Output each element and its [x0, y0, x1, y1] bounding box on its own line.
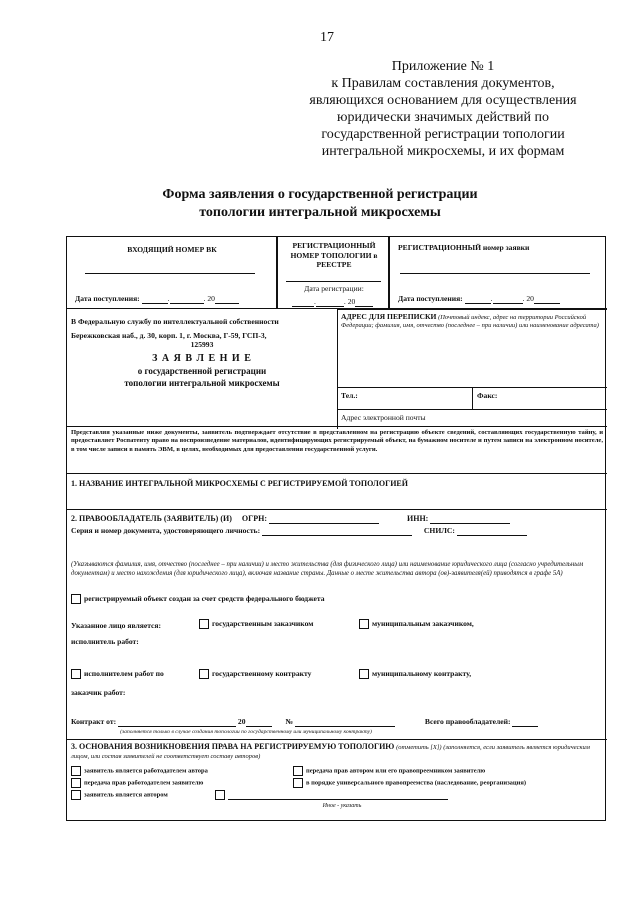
recipient-line2: Бережковская наб., д. 30, корп. 1, г. Москва, Г-59, ГСП-3,: [71, 330, 267, 340]
receipt-date[interactable]: Дата поступления: . . 20: [75, 294, 275, 304]
fax-label: Факс:: [477, 391, 498, 400]
receipt-date-label: Дата поступления:: [398, 294, 463, 303]
state-customer-option[interactable]: [199, 619, 313, 629]
year-prefix: 20: [237, 717, 246, 726]
appendix-line: к Правилам составления документов,: [331, 76, 555, 91]
ogrn-label: ОГРН:: [241, 514, 267, 523]
section2-header-row: [71, 514, 603, 524]
section3-note: (отметить [X]) (заполняется, если заявитель является юридическим лицом, или состав заявителей не соответствует составу авторов): [71, 744, 590, 761]
phone-label: Тел.:: [341, 391, 358, 400]
application-line2: топологии интегральной микросхемы: [124, 377, 280, 388]
application-word: З А Я В Л Е Н И Е: [152, 352, 252, 364]
incoming-number-label: ВХОДЯЩИЙ НОМЕР ВК: [127, 245, 217, 254]
municipal-contract-checkbox[interactable]: [359, 669, 369, 679]
section3-title: 3. ОСНОВАНИЯ ВОЗНИКНОВЕНИЯ ПРАВА НА РЕГИСТРИРУЕМУЮ ТОПОЛОГИЮ: [71, 742, 395, 751]
correspondence-label: АДРЕС ДЛЯ ПЕРЕПИСКИ: [341, 312, 437, 321]
passport-field[interactable]: [262, 528, 412, 536]
federal-budget-label: регистрируемый объект создан за счет средств федерального бюджета: [84, 594, 325, 603]
customer-label: заказчик работ:: [71, 688, 126, 697]
other-field[interactable]: [228, 792, 448, 800]
contract-number-field[interactable]: [295, 719, 395, 727]
succession-label: в порядке универсального правопреемства (наследование, реорганизация): [306, 779, 527, 787]
snils-label: СНИЛС:: [423, 526, 455, 535]
reg-app-line[interactable]: [400, 273, 590, 274]
employer-label: заявитель является работодателем автора: [84, 767, 208, 775]
state-contract-option[interactable]: [199, 669, 311, 679]
section2-top: [67, 509, 607, 510]
other-label: Иное - указать: [322, 803, 362, 809]
reg-topology-label: РЕГИСТРАЦИОННЫЙ НОМЕР ТОПОЛОГИИ в РЕЕСТРЕ: [290, 241, 378, 269]
inn-field[interactable]: [430, 516, 510, 524]
appendix-line: интегральной микросхемы, и их формам: [321, 144, 565, 159]
transfer-author-checkbox[interactable]: [293, 766, 303, 776]
recipient-line3: 125993: [190, 340, 214, 349]
appendix-line: юридически значимых действий по: [337, 110, 549, 125]
phone-fax-divider: [472, 387, 473, 409]
number-sign: №: [285, 717, 294, 726]
ogrn-field[interactable]: [269, 516, 379, 524]
state-contract-checkbox[interactable]: [199, 669, 209, 679]
reg-app-label: РЕГИСТРАЦИОННЫЙ номер заявки: [398, 243, 530, 252]
municipal-customer-checkbox[interactable]: [359, 619, 369, 629]
municipal-contract-option[interactable]: [359, 669, 471, 679]
receipt-date-label: Дата поступления:: [75, 294, 140, 303]
contract-year-field[interactable]: [246, 719, 272, 727]
form-title-line1: Форма заявления о государственной регистрации: [162, 187, 478, 202]
other-option[interactable]: [215, 790, 448, 800]
option-transfer-employer[interactable]: [71, 778, 203, 788]
declaration-top: [67, 426, 607, 427]
total-holders-label: Всего правообладателей:: [424, 717, 511, 726]
incoming-number-line[interactable]: [85, 273, 255, 274]
reg-date[interactable]: . . 20: [292, 297, 392, 307]
year-prefix: 20: [526, 294, 534, 303]
employer-checkbox[interactable]: [71, 766, 81, 776]
executor-label: исполнитель работ:: [71, 637, 139, 646]
page-number: 17: [320, 30, 334, 45]
incoming-number-cell: [67, 237, 277, 309]
author-label: заявитель является автором: [84, 791, 168, 799]
reg-topology-line[interactable]: [286, 281, 381, 282]
application-line1: о государственной регистрации: [137, 365, 267, 376]
appendix-line: государственной регистрации топологии: [321, 127, 565, 142]
federal-budget-checkbox[interactable]: [71, 594, 81, 604]
federal-budget-row[interactable]: [71, 594, 325, 604]
municipal-customer-label: муниципальным заказчиком,: [372, 619, 474, 628]
appendix-line: являющихся основанием для осуществления: [309, 93, 577, 108]
inn-label: ИНН:: [407, 514, 429, 523]
section2-title: 2. ПРАВООБЛАДАТЕЛЬ (ЗАЯВИТЕЛЬ) (И): [71, 514, 232, 523]
contract-row: [71, 717, 603, 727]
section3-top: [67, 739, 607, 740]
state-contract-label: государственному контракту: [212, 669, 312, 678]
correspondence-cell: [337, 309, 607, 429]
year-prefix: 20: [347, 297, 356, 306]
section1-top: [67, 473, 607, 474]
option-employer[interactable]: [71, 766, 208, 776]
passport-label: Серия и номер документа, удостоверяющего личность:: [71, 526, 261, 535]
state-customer-label: государственным заказчиком: [212, 619, 314, 628]
declaration-text: Представляя указанные ниже документы, заявитель подтверждает отсутствие в представленном на регистрацию объекте сведений, составляющих государственную тайну, и предоставляет Роспатенту право на воспроизведение материалов, идентифицирующих регистрируемый объект, на бумажном носителе и путем записи на электронном носителе, в том числе записи в память ЭВМ, в целях, необходимых для предоставления государственной услуги.: [71, 429, 603, 453]
email-row-top: [337, 409, 607, 410]
executor-by-checkbox[interactable]: [71, 669, 81, 679]
correspondence-note: (Почтовый индекс, адрес на территории Российской Федерации; фамилия, имя, отчество (последнее – при наличии) или наименование адресата): [341, 314, 599, 329]
application-form: [66, 236, 606, 821]
appendix-block: [298, 58, 588, 160]
correspondence-block: [341, 313, 603, 330]
reg-date-label: Дата регистрации:: [304, 284, 364, 293]
option-author[interactable]: [71, 790, 168, 800]
other-checkbox[interactable]: [215, 790, 225, 800]
municipal-contract-label: муниципальному контракту,: [372, 669, 472, 678]
option-transfer-author[interactable]: [293, 766, 485, 776]
executor-by-label: исполнителем работ по: [84, 669, 164, 678]
succession-checkbox[interactable]: [293, 778, 303, 788]
snils-field[interactable]: [457, 528, 527, 536]
state-customer-checkbox[interactable]: [199, 619, 209, 629]
recipient-line1: В Федеральную службу по интеллектуальной собственности: [71, 317, 279, 326]
recipient-address: [71, 317, 333, 389]
transfer-author-label: передача прав автором или его правопреемником заявителю: [306, 767, 486, 775]
reg-app-cell: [389, 237, 607, 309]
executor-by-option[interactable]: [71, 669, 164, 679]
municipal-customer-option[interactable]: [359, 619, 474, 629]
option-succession[interactable]: [293, 778, 526, 788]
transfer-employer-checkbox[interactable]: [71, 778, 81, 788]
contract-from-label: Контракт от:: [71, 717, 117, 726]
form-title-line2: топологии интегральной микросхемы: [199, 205, 441, 220]
reg-topology-cell: [277, 237, 389, 309]
contract-note: (заполняется только в случае создания топологии по государственному или муниципальному контракту): [120, 729, 372, 735]
form-title: [100, 186, 540, 222]
author-checkbox[interactable]: [71, 790, 81, 800]
passport-row: [71, 526, 603, 536]
transfer-employer-label: передача прав работодателем заявителю: [84, 779, 204, 787]
section2-note: (Указываются фамилия, имя, отчество (последнее – при наличии) и место жительства (для физического лица) или наименование юридического лица (согласно учредительным документам) и место нахождения (для юридического лица), включая название страны. Данные о месте жительства автора (ов)-заявителя(ей) приводятся в графе 5А): [71, 561, 584, 577]
appendix-title: Приложение № 1: [391, 59, 495, 74]
person-is-label: Указанное лицо является:: [71, 621, 162, 630]
total-holders-field[interactable]: [512, 719, 538, 727]
year-prefix: 20: [207, 294, 215, 303]
section1-title: 1. НАЗВАНИЕ ИНТЕГРАЛЬНОЙ МИКРОСХЕМЫ С РЕГИСТРИРУЕМОЙ ТОПОЛОГИЕЙ: [71, 479, 408, 488]
section3-header: [71, 742, 603, 761]
app-receipt-date[interactable]: Дата поступления: . . 20: [398, 294, 606, 304]
email-label: Адрес электронной почты: [341, 413, 426, 422]
contract-date-field[interactable]: [118, 719, 236, 727]
